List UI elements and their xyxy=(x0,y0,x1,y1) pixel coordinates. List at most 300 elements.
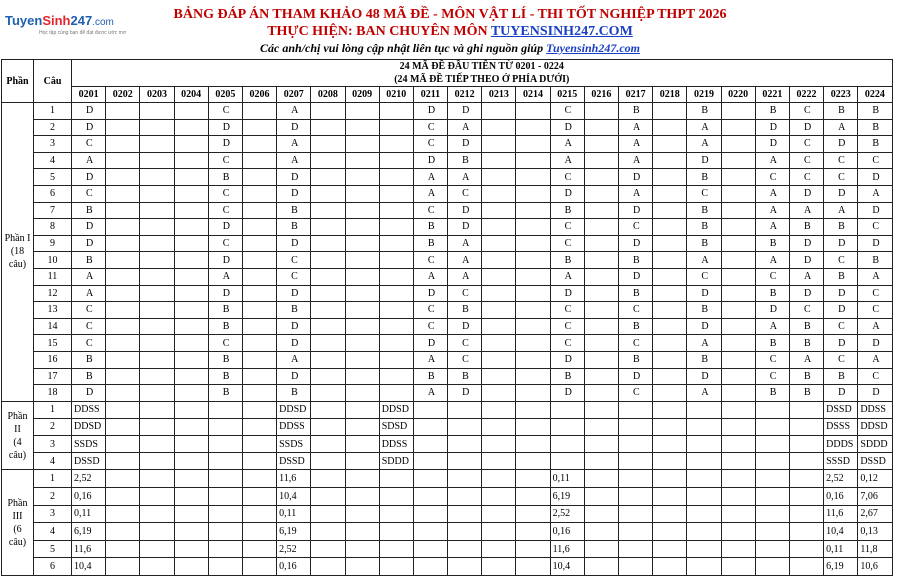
question-number: 7 xyxy=(34,202,72,219)
answer-cell xyxy=(140,136,174,153)
answer-cell: A xyxy=(755,152,789,169)
answer-cell: C xyxy=(755,368,789,385)
table-row xyxy=(2,558,893,576)
answer-cell xyxy=(242,401,276,418)
answer-cell xyxy=(311,453,345,470)
answer-cell xyxy=(448,401,482,418)
table-row xyxy=(2,401,893,418)
answer-cell: B xyxy=(208,368,242,385)
answer-cell: B xyxy=(789,318,823,335)
question-number: 3 xyxy=(34,136,72,153)
answer-cell xyxy=(721,285,755,302)
answer-cell xyxy=(482,558,516,576)
answer-cell: A xyxy=(619,119,653,136)
answer-cell xyxy=(721,470,755,488)
answer-cell xyxy=(584,540,618,558)
answer-cell xyxy=(584,103,618,120)
answer-cell xyxy=(345,436,379,453)
answer-cell xyxy=(106,202,140,219)
table-row xyxy=(2,219,893,236)
answer-cell xyxy=(208,418,242,435)
exam-code-header: 0217 xyxy=(619,87,653,103)
answer-cell xyxy=(653,368,687,385)
answer-cell: B xyxy=(208,318,242,335)
table-row xyxy=(2,202,893,219)
answer-cell xyxy=(482,169,516,186)
answer-cell xyxy=(721,119,755,136)
answer-cell xyxy=(174,368,208,385)
note-link[interactable]: Tuyensinh247.com xyxy=(546,41,640,55)
answer-cell xyxy=(653,351,687,368)
answer-cell xyxy=(721,235,755,252)
answer-cell xyxy=(482,540,516,558)
answer-cell xyxy=(106,505,140,523)
answer-cell: B xyxy=(858,136,892,153)
answer-cell: DSSD xyxy=(277,453,311,470)
answer-cell xyxy=(516,202,550,219)
answer-cell xyxy=(413,523,447,541)
answer-cell: 0,13 xyxy=(858,523,892,541)
answer-cell xyxy=(721,219,755,236)
answer-cell xyxy=(140,418,174,435)
answer-cell: 6,19 xyxy=(277,523,311,541)
answer-cell: A xyxy=(448,235,482,252)
answer-cell xyxy=(106,152,140,169)
answer-cell: DDSD xyxy=(72,418,106,435)
answer-cell xyxy=(345,523,379,541)
answer-cell: B xyxy=(755,335,789,352)
answer-cell xyxy=(413,558,447,576)
answer-cell: D xyxy=(448,136,482,153)
answer-cell xyxy=(174,401,208,418)
answer-cell xyxy=(106,252,140,269)
answer-cell xyxy=(789,401,823,418)
answer-cell: 2,67 xyxy=(858,505,892,523)
answer-cell xyxy=(140,302,174,319)
answer-cell xyxy=(106,401,140,418)
answer-cell: C xyxy=(72,318,106,335)
answer-cell: D xyxy=(413,152,447,169)
answer-cell: C xyxy=(413,252,447,269)
part-2-count: (4 câu) xyxy=(8,436,27,461)
answer-cell xyxy=(242,169,276,186)
answer-cell xyxy=(106,335,140,352)
answer-cell: 10,4 xyxy=(550,558,584,576)
answer-cell: D xyxy=(550,285,584,302)
answer-cell: B xyxy=(789,368,823,385)
answer-cell xyxy=(516,103,550,120)
table-row xyxy=(2,488,893,506)
answer-cell xyxy=(721,103,755,120)
answer-cell: D xyxy=(687,152,721,169)
answer-cell xyxy=(345,401,379,418)
answer-cell xyxy=(379,169,413,186)
table-row xyxy=(2,505,893,523)
answer-cell xyxy=(311,385,345,402)
question-number: 8 xyxy=(34,219,72,236)
question-number: 1 xyxy=(34,470,72,488)
answer-cell xyxy=(311,152,345,169)
answer-cell xyxy=(482,505,516,523)
answer-cell: D xyxy=(824,185,858,202)
exam-code-header: 0219 xyxy=(687,87,721,103)
question-number: 16 xyxy=(34,351,72,368)
answer-cell: B xyxy=(277,219,311,236)
answer-cell: C xyxy=(858,302,892,319)
answer-cell xyxy=(516,235,550,252)
answer-cell: A xyxy=(448,268,482,285)
answer-cell xyxy=(345,351,379,368)
table-row xyxy=(2,436,893,453)
answer-cell xyxy=(311,505,345,523)
answer-cell: 10,4 xyxy=(824,523,858,541)
answer-cell: 0,11 xyxy=(277,505,311,523)
answer-cell: B xyxy=(413,235,447,252)
answer-cell: A xyxy=(755,252,789,269)
answer-cell: D xyxy=(755,302,789,319)
answer-cell xyxy=(584,318,618,335)
answer-cell xyxy=(140,558,174,576)
answer-cell: 6,19 xyxy=(824,558,858,576)
question-number: 2 xyxy=(34,488,72,506)
answer-cell: B xyxy=(550,252,584,269)
answer-cell xyxy=(448,540,482,558)
answer-cell: C xyxy=(858,368,892,385)
answer-cell xyxy=(789,558,823,576)
answer-cell xyxy=(242,152,276,169)
group-header-title: 24 MÃ ĐỀ ĐẦU TIÊN TỪ 0201 - 0224 xyxy=(399,61,564,72)
group-header xyxy=(72,60,893,87)
answer-cell xyxy=(619,436,653,453)
answer-cell xyxy=(448,470,482,488)
answer-cell: C xyxy=(858,152,892,169)
answer-cell xyxy=(584,169,618,186)
answer-cell xyxy=(789,505,823,523)
answer-cell: D xyxy=(72,385,106,402)
answer-cell xyxy=(106,219,140,236)
answer-cell: D xyxy=(824,136,858,153)
answer-cell: A xyxy=(824,202,858,219)
answer-cell: B xyxy=(72,351,106,368)
answer-cell xyxy=(242,540,276,558)
answer-cell xyxy=(482,268,516,285)
answer-cell xyxy=(345,470,379,488)
table-row xyxy=(2,368,893,385)
answer-cell: D xyxy=(619,268,653,285)
answer-cell: A xyxy=(448,169,482,186)
table-row xyxy=(2,136,893,153)
answer-cell xyxy=(721,351,755,368)
answer-cell xyxy=(242,351,276,368)
answer-cell: D xyxy=(858,235,892,252)
exam-code-header: 0214 xyxy=(516,87,550,103)
answer-cell: DDDS xyxy=(824,436,858,453)
answer-cell: D xyxy=(687,285,721,302)
answer-cell: A xyxy=(789,202,823,219)
answer-cell: DDSS xyxy=(277,418,311,435)
exam-code-header: 0224 xyxy=(858,87,892,103)
question-number: 13 xyxy=(34,302,72,319)
answer-cell: D xyxy=(277,169,311,186)
answer-cell xyxy=(413,436,447,453)
answer-cell xyxy=(516,523,550,541)
answer-cell xyxy=(755,505,789,523)
answer-cell xyxy=(174,351,208,368)
table-row xyxy=(2,185,893,202)
answer-cell xyxy=(379,523,413,541)
answer-cell xyxy=(106,488,140,506)
answer-cell xyxy=(482,103,516,120)
answer-cell xyxy=(379,119,413,136)
answer-cell xyxy=(174,385,208,402)
answer-cell: A xyxy=(208,268,242,285)
answer-cell xyxy=(653,268,687,285)
answer-cell xyxy=(448,436,482,453)
answer-cell xyxy=(140,453,174,470)
answer-cell xyxy=(550,401,584,418)
answer-cell xyxy=(584,202,618,219)
answer-cell: D xyxy=(208,119,242,136)
answer-cell: A xyxy=(687,385,721,402)
answer-cell xyxy=(311,401,345,418)
answer-cell: D xyxy=(858,169,892,186)
answer-cell xyxy=(311,470,345,488)
answer-cell xyxy=(174,302,208,319)
answer-cell xyxy=(755,418,789,435)
answer-cell xyxy=(687,401,721,418)
subtitle-link[interactable]: TUYENSINH247.COM xyxy=(490,24,633,39)
answer-cell xyxy=(379,268,413,285)
exam-code-header: 0207 xyxy=(277,87,311,103)
table-row xyxy=(2,152,893,169)
answer-cell xyxy=(516,119,550,136)
answer-cell xyxy=(687,418,721,435)
part-2-label xyxy=(2,401,34,470)
answer-cell xyxy=(448,488,482,506)
answer-cell: 11,6 xyxy=(277,470,311,488)
part-3-name: Phần III xyxy=(7,497,28,522)
answer-cell xyxy=(516,252,550,269)
answer-cell: DDSD xyxy=(277,401,311,418)
answer-cell: C xyxy=(789,136,823,153)
exam-code-header: 0202 xyxy=(106,87,140,103)
answer-cell: A xyxy=(755,202,789,219)
question-number: 11 xyxy=(34,268,72,285)
exam-code-header: 0213 xyxy=(482,87,516,103)
answer-cell xyxy=(584,418,618,435)
question-number: 6 xyxy=(34,185,72,202)
answer-cell xyxy=(619,540,653,558)
answer-cell xyxy=(584,268,618,285)
answer-cell: D xyxy=(277,235,311,252)
answer-cell xyxy=(174,285,208,302)
answer-cell xyxy=(242,505,276,523)
answer-cell xyxy=(174,505,208,523)
answer-cell: D xyxy=(550,351,584,368)
answer-cell: B xyxy=(755,235,789,252)
answer-cell: SDDD xyxy=(379,453,413,470)
answer-cell xyxy=(106,235,140,252)
answer-cell: C xyxy=(72,302,106,319)
answer-cell xyxy=(789,523,823,541)
answer-cell: D xyxy=(824,385,858,402)
answer-cell xyxy=(482,302,516,319)
answer-cell xyxy=(653,488,687,506)
part-1-name: Phần I xyxy=(4,233,31,245)
answer-cell: B xyxy=(619,103,653,120)
answer-cell: 0,11 xyxy=(824,540,858,558)
answer-cell xyxy=(242,136,276,153)
table-row xyxy=(2,385,893,402)
question-number: 6 xyxy=(34,558,72,576)
answer-cell: A xyxy=(72,268,106,285)
answer-cell: C xyxy=(858,219,892,236)
answer-cell xyxy=(789,470,823,488)
answer-cell xyxy=(584,523,618,541)
answer-cell: D xyxy=(619,235,653,252)
answer-cell: D xyxy=(550,385,584,402)
answer-cell xyxy=(653,470,687,488)
answer-cell: B xyxy=(72,202,106,219)
answer-cell xyxy=(174,169,208,186)
answer-cell xyxy=(619,470,653,488)
answer-cell xyxy=(208,505,242,523)
answer-cell: B xyxy=(72,368,106,385)
table-row xyxy=(2,453,893,470)
exam-code-header: 0210 xyxy=(379,87,413,103)
answer-cell xyxy=(755,523,789,541)
question-number: 5 xyxy=(34,540,72,558)
answer-cell xyxy=(755,401,789,418)
answer-cell: D xyxy=(858,335,892,352)
answer-cell: DDSS xyxy=(379,436,413,453)
answer-cell: D xyxy=(448,385,482,402)
answer-cell xyxy=(140,335,174,352)
answer-cell: A xyxy=(413,169,447,186)
answer-cell xyxy=(653,453,687,470)
answer-cell xyxy=(721,558,755,576)
answer-cell xyxy=(516,540,550,558)
answer-cell xyxy=(584,335,618,352)
answer-cell: C xyxy=(824,169,858,186)
answer-cell xyxy=(687,558,721,576)
answer-cell: D xyxy=(789,285,823,302)
answer-cell: B xyxy=(277,385,311,402)
answer-cell: A xyxy=(619,136,653,153)
answer-cell xyxy=(413,540,447,558)
answer-cell xyxy=(106,453,140,470)
answer-cell: B xyxy=(448,302,482,319)
question-number: 9 xyxy=(34,235,72,252)
answer-cell: C xyxy=(448,351,482,368)
answer-cell xyxy=(653,152,687,169)
question-number: 2 xyxy=(34,119,72,136)
answer-cell xyxy=(345,152,379,169)
answer-cell xyxy=(311,351,345,368)
answer-cell xyxy=(106,523,140,541)
answer-cell xyxy=(379,335,413,352)
answer-cell: A xyxy=(413,351,447,368)
answer-cell: A xyxy=(687,119,721,136)
answer-cell: C xyxy=(755,268,789,285)
answer-cell xyxy=(174,185,208,202)
answer-cell xyxy=(413,470,447,488)
answer-cell: C xyxy=(619,385,653,402)
answer-cell xyxy=(174,103,208,120)
answer-cell xyxy=(208,436,242,453)
answer-cell: D xyxy=(858,202,892,219)
answer-cell xyxy=(516,318,550,335)
document-note xyxy=(0,40,900,57)
question-number: 5 xyxy=(34,169,72,186)
answer-cell xyxy=(174,318,208,335)
answer-cell: C xyxy=(413,136,447,153)
answer-cell xyxy=(379,470,413,488)
answer-cell xyxy=(721,335,755,352)
answer-cell: D xyxy=(687,318,721,335)
answer-cell: D xyxy=(72,235,106,252)
answer-cell xyxy=(619,523,653,541)
answer-cell: A xyxy=(755,318,789,335)
answer-cell xyxy=(653,418,687,435)
answer-cell: B xyxy=(687,219,721,236)
document-title: BẢNG ĐÁP ÁN THAM KHẢO 48 MÃ ĐỀ - MÔN VẬT LÍ - THI TỐT NGHIỆP THPT 2026 xyxy=(173,7,727,22)
answer-cell xyxy=(516,268,550,285)
answer-cell xyxy=(482,202,516,219)
answer-cell xyxy=(379,185,413,202)
answer-cell: 10,4 xyxy=(277,488,311,506)
answer-cell xyxy=(653,401,687,418)
exam-code-header: 0211 xyxy=(413,87,447,103)
question-number: 4 xyxy=(34,523,72,541)
logo-part-com: .com xyxy=(92,17,114,28)
answer-cell xyxy=(106,368,140,385)
table-row xyxy=(2,470,893,488)
answer-cell xyxy=(413,488,447,506)
answer-cell xyxy=(174,152,208,169)
answer-cell xyxy=(174,558,208,576)
answer-cell xyxy=(653,285,687,302)
question-number: 4 xyxy=(34,453,72,470)
answer-cell xyxy=(345,488,379,506)
answer-cell xyxy=(242,285,276,302)
answer-cell xyxy=(106,185,140,202)
answer-cell xyxy=(140,169,174,186)
answer-cell: C xyxy=(448,185,482,202)
answer-cell xyxy=(687,453,721,470)
answer-cell xyxy=(584,368,618,385)
answer-cell: B xyxy=(858,252,892,269)
answer-cell: A xyxy=(277,351,311,368)
answer-cell xyxy=(653,540,687,558)
answer-cell xyxy=(242,219,276,236)
answer-cell xyxy=(550,453,584,470)
answer-cell: A xyxy=(755,219,789,236)
answer-cell xyxy=(345,136,379,153)
answer-cell: B xyxy=(824,368,858,385)
answer-cell xyxy=(653,318,687,335)
answer-cell xyxy=(140,268,174,285)
answer-cell: 0,16 xyxy=(72,488,106,506)
answer-cell xyxy=(721,523,755,541)
table-row xyxy=(2,351,893,368)
answer-cell xyxy=(242,103,276,120)
answer-cell xyxy=(619,418,653,435)
answer-cell: DDSD xyxy=(379,401,413,418)
answer-cell xyxy=(482,368,516,385)
answer-cell xyxy=(516,401,550,418)
answer-cell: C xyxy=(72,185,106,202)
